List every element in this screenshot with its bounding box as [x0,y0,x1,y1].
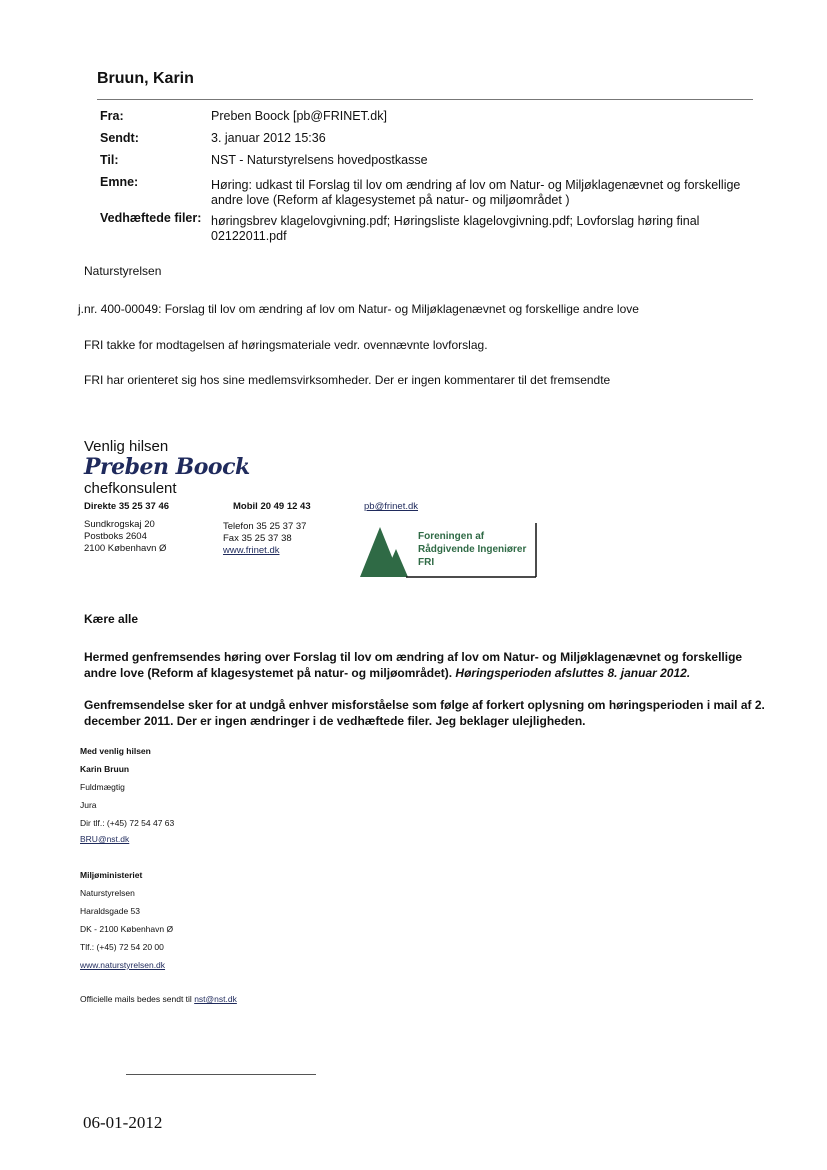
case-number-line: j.nr. 400-00049: Forslag til lov om ændring af lov om Natur- og Miljøklagenævnet og forskellige andre love [78,302,639,316]
sig2-phone: Dir tlf.: (+45) 72 54 47 63 [80,818,175,828]
addressee: Naturstyrelsen [84,264,162,278]
sig2-web-link[interactable]: www.naturstyrelsen.dk [80,960,166,970]
signature-phone: Telefon 35 25 37 37 [223,521,307,532]
sig2-org-line: Tlf.: (+45) 72 54 20 00 [80,942,164,952]
signature-direct-phone: Direkte 35 25 37 46 [84,501,170,512]
official-mail-note [80,994,237,1004]
subject-label: Emne: [100,175,139,189]
sig2-org-line: DK - 2100 København Ø [80,924,174,934]
subject-value: Høring: udkast til Forslag til lov om ændring af lov om Natur- og Miljøklagenævnet og forskellige andre love (Reform af klagesystemet på natur- og miljøområdet ) [211,178,741,207]
date-stamp: 06-01-2012 [83,1113,163,1132]
address-line: Postboks 2604 [84,531,147,542]
body-paragraph-1: FRI takke for modtagelsen af høringsmateriale vedr. ovennævnte lovforslag. [84,338,488,352]
address-line: 2100 København Ø [84,543,167,554]
logo-line: Rådgivende Ingeniører [418,544,527,555]
signature-email-link[interactable]: pb@frinet.dk [364,501,419,512]
signature-address [84,519,166,555]
signature-web-link[interactable]: www.frinet.dk [223,545,280,556]
signature-handwritten-name: Preben Boock [84,454,250,480]
sent-value: 3. januar 2012 15:36 [211,131,326,145]
signature2-block [80,746,237,1004]
signature-fax: Fax 35 25 37 38 [223,533,292,544]
sig2-regards: Med venlig hilsen [80,746,151,756]
sig2-org: Miljøministeriet [80,870,143,880]
resend-paragraph [84,649,774,681]
from-value: Preben Boock [pb@FRINET.dk] [211,109,387,123]
signature-title: chefkonsulent [84,480,177,497]
address-line: Sundkrogskaj 20 [84,519,155,530]
to-label: Til: [100,153,119,167]
bottom-divider [126,1074,316,1075]
to-value: NST - Naturstyrelsens hovedpostkasse [211,153,428,167]
sender-header-name: Bruun, Karin [97,70,194,87]
signature-mobile: Mobil 20 49 12 43 [233,501,311,512]
sig2-department: Jura [80,800,97,810]
sig2-org-line: Naturstyrelsen [80,888,135,898]
attachments-label: Vedhæftede filer: [100,211,202,225]
sig2-org-line: Haraldsgade 53 [80,906,141,916]
fri-logo-text [418,530,526,569]
official-email-link[interactable]: nst@nst.dk [194,994,237,1004]
official-prefix: Officielle mails bedes sendt til [80,994,195,1004]
sent-label: Sendt: [100,131,139,145]
sig2-email-link[interactable]: BRU@nst.dk [80,834,130,844]
resend-text: Hermed genfremsendes høring over Forslag til lov om ændring af lov om Natur- og Miljøklagenævnet og forskellige andre love (Reform af klagesystemet på natur- og miljøområdet). [84,650,743,680]
body-paragraph-2: FRI har orienteret sig hos sine medlemsvirksomheder. Der er ingen kommentarer til det fremsendte [84,373,611,387]
sig2-title: Fuldmægtig [80,782,125,792]
explanation-paragraph: Genfremsendelse sker for at undgå enhver misforståelse som følge af forkert oplysning om høringsperioden i mail af 2. december 2011. Der er ingen ændringer i de vedhæftede filer. Jeg beklager ulejligheden. [84,698,765,728]
from-label: Fra: [100,109,124,123]
attachments-value: høringsbrev klagelovgivning.pdf; Høringsliste klagelovgivning.pdf; Lovforslag høring final 02122011.pdf [211,214,700,243]
logo-line: Foreningen af [418,531,485,542]
signature-regards: Venlig hilsen [84,438,169,455]
deadline-emphasis: Høringsperioden afsluttes 8. januar 2012. [455,666,691,680]
sig2-name: Karin Bruun [80,764,130,774]
logo-line: FRI [418,557,435,568]
header-divider [97,99,753,100]
greeting: Kære alle [84,612,139,626]
